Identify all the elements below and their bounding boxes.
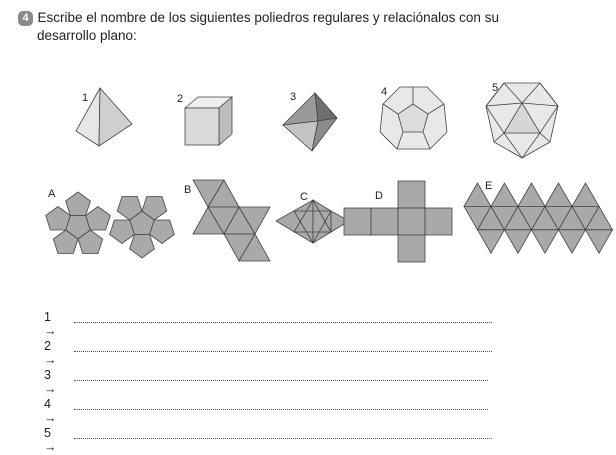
net-face (46, 207, 71, 231)
solid-4-dodecahedron (380, 86, 447, 149)
net-d-cube (344, 181, 452, 262)
net-face (130, 235, 155, 259)
net-d-label: D (375, 190, 383, 202)
net-face (518, 183, 545, 206)
answer-row-5-label: 5 → (44, 426, 57, 454)
net-face (586, 230, 613, 253)
net-a-label: A (48, 188, 56, 200)
answer-row-4-line[interactable] (74, 409, 488, 410)
answer-row-1-line[interactable] (74, 322, 492, 323)
exercise-statement-line2: desarrollo plano: (37, 28, 137, 43)
solid-1-tetrahedron (76, 88, 132, 146)
answer-row-1-label: 1 → (44, 310, 57, 338)
solid-2-cube (177, 93, 232, 145)
exercise-statement-line1: Escribe el nombre de los siguientes poliedros regulares y relaciónalos con su (37, 10, 499, 25)
answer-row-3-label: 3 → (44, 368, 57, 396)
net-b-label: B (184, 184, 192, 196)
net-a-dodecahedron (46, 188, 175, 258)
net-face (478, 230, 505, 253)
net-face (545, 183, 572, 206)
solid-5-icosahedron (486, 82, 558, 158)
solid-3-label: 3 (290, 91, 297, 103)
net-face (491, 183, 518, 206)
net-face (532, 230, 559, 253)
net-e-label: E (485, 180, 493, 192)
answer-row-2-label: 2 → (44, 339, 57, 367)
net-e-icosahedron (464, 180, 613, 253)
net-b-octahedron (184, 180, 270, 261)
solid-5-label: 5 (492, 82, 499, 94)
net-face (86, 207, 111, 231)
net-face (66, 192, 91, 216)
net-face (505, 230, 532, 253)
solid-4-label: 4 (381, 86, 388, 98)
net-c-tetrahedron (276, 191, 349, 243)
solid-2-label: 2 (177, 93, 184, 105)
net-face (110, 220, 135, 244)
net-face (150, 220, 175, 244)
answer-row-4-label: 4 → (44, 397, 57, 425)
answer-row-2-line[interactable] (74, 351, 492, 352)
exercise-number-badge: 4 (18, 11, 33, 26)
solid-3-octahedron (283, 91, 337, 151)
answer-row-3-line[interactable] (74, 380, 488, 381)
answer-row-5-line[interactable] (74, 438, 492, 439)
solid-1-label: 1 (82, 92, 89, 104)
net-face (559, 230, 586, 253)
net-c-label: C (300, 191, 308, 203)
net-face (572, 183, 599, 206)
